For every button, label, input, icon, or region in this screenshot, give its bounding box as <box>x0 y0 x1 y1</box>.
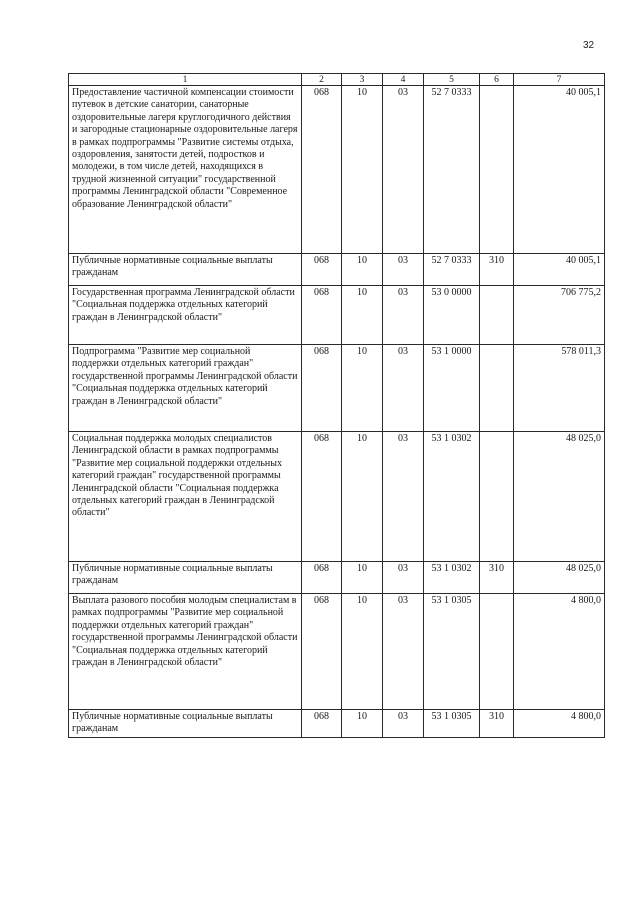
row-subsection: 03 <box>383 345 424 432</box>
row-section: 10 <box>342 345 383 432</box>
row-target-article: 53 1 0302 <box>424 562 480 594</box>
row-expense-type <box>480 86 514 254</box>
column-number-header <box>69 74 605 86</box>
row-expense-type <box>480 345 514 432</box>
row-subsection: 03 <box>383 432 424 562</box>
row-name: Выплата разового пособия молодым специалистам в рамках подпрограммы "Развитие мер социальной поддержки отдельных категорий граждан" государственной программы Ленинградской области "Социальная поддержка отдельных категорий граждан в Ленинградской области" <box>69 594 302 710</box>
column-header: 3 <box>342 74 383 86</box>
table-row <box>69 86 605 254</box>
row-subsection: 03 <box>383 710 424 738</box>
row-ministry-code: 068 <box>302 86 342 254</box>
row-name: Государственная программа Ленинградской области "Социальная поддержка отдельных категорий граждан в Ленинградской области" <box>69 286 302 345</box>
row-subsection: 03 <box>383 562 424 594</box>
column-header: 4 <box>383 74 424 86</box>
row-ministry-code: 068 <box>302 710 342 738</box>
row-expense-type: 310 <box>480 562 514 594</box>
row-section: 10 <box>342 710 383 738</box>
row-ministry-code: 068 <box>302 286 342 345</box>
column-header: 7 <box>514 74 605 86</box>
row-target-article: 53 0 0000 <box>424 286 480 345</box>
row-section: 10 <box>342 594 383 710</box>
row-ministry-code: 068 <box>302 254 342 286</box>
row-target-article: 53 1 0000 <box>424 345 480 432</box>
row-target-article: 53 1 0305 <box>424 710 480 738</box>
row-subsection: 03 <box>383 286 424 345</box>
row-ministry-code: 068 <box>302 432 342 562</box>
row-expense-type <box>480 286 514 345</box>
row-ministry-code: 068 <box>302 562 342 594</box>
row-amount: 48 025,0 <box>514 432 605 562</box>
row-target-article: 53 1 0305 <box>424 594 480 710</box>
row-amount: 4 800,0 <box>514 710 605 738</box>
table-row <box>69 286 605 345</box>
row-subsection: 03 <box>383 86 424 254</box>
row-name: Публичные нормативные социальные выплаты гражданам <box>69 254 302 286</box>
row-amount: 40 005,1 <box>514 254 605 286</box>
row-expense-type: 310 <box>480 710 514 738</box>
column-header: 1 <box>69 74 302 86</box>
row-subsection: 03 <box>383 254 424 286</box>
row-name: Социальная поддержка молодых специалистов Ленинградской области в рамках подпрограммы "Развитие мер социальной поддержки отдельных категорий граждан" государственной программы Ленинградской области "Социальная поддержка отдельных категорий граждан в Ленинградской области" <box>69 432 302 562</box>
row-section: 10 <box>342 254 383 286</box>
row-section: 10 <box>342 286 383 345</box>
row-section: 10 <box>342 432 383 562</box>
table-row <box>69 594 605 710</box>
page-number: 32 <box>583 40 595 51</box>
row-target-article: 53 1 0302 <box>424 432 480 562</box>
row-expense-type <box>480 432 514 562</box>
budget-table <box>68 73 605 738</box>
column-header: 2 <box>302 74 342 86</box>
column-header: 6 <box>480 74 514 86</box>
row-amount: 40 005,1 <box>514 86 605 254</box>
row-ministry-code: 068 <box>302 594 342 710</box>
row-expense-type: 310 <box>480 254 514 286</box>
row-amount: 706 775,2 <box>514 286 605 345</box>
row-target-article: 52 7 0333 <box>424 86 480 254</box>
row-subsection: 03 <box>383 594 424 710</box>
table-row <box>69 710 605 738</box>
table-row <box>69 562 605 594</box>
row-ministry-code: 068 <box>302 345 342 432</box>
table-row <box>69 254 605 286</box>
row-name: Подпрограмма "Развитие мер социальной поддержки отдельных категорий граждан" государственной программы Ленинградской области "Социальная поддержка отдельных категорий граждан в Ленинградской области" <box>69 345 302 432</box>
table-row <box>69 345 605 432</box>
column-header: 5 <box>424 74 480 86</box>
row-amount: 578 011,3 <box>514 345 605 432</box>
row-name: Публичные нормативные социальные выплаты гражданам <box>69 710 302 738</box>
row-expense-type <box>480 594 514 710</box>
row-section: 10 <box>342 86 383 254</box>
row-amount: 48 025,0 <box>514 562 605 594</box>
row-name: Публичные нормативные социальные выплаты гражданам <box>69 562 302 594</box>
row-target-article: 52 7 0333 <box>424 254 480 286</box>
row-amount: 4 800,0 <box>514 594 605 710</box>
row-name: Предоставление частичной компенсации стоимости путевок в детские санатории, санаторные оздоровительные лагеря круглогодичного действия и загородные стационарные оздоровительные лагеря в рамках подпрограммы "Развитие системы отдыха, оздоровления, занятости детей, подростков и молодежи, в том числе детей, находящихся в трудной жизненной ситуации" государственной программы Ленинградской области "Современное образование Ленинградской области" <box>69 86 302 254</box>
row-section: 10 <box>342 562 383 594</box>
table-row <box>69 432 605 562</box>
